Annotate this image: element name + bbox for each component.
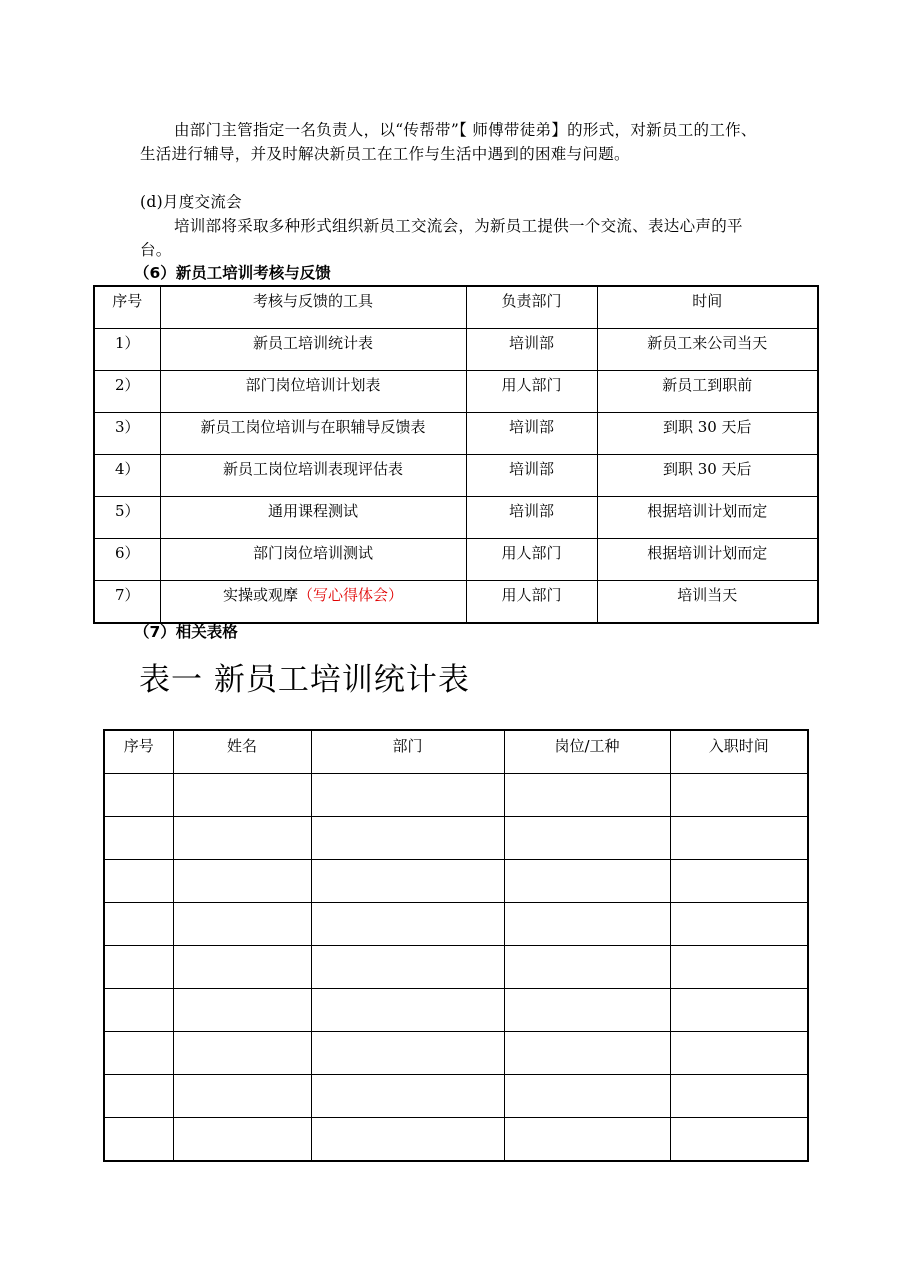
monthly-meeting-paragraph: 培训部将采取多种形式组织新员工交流会，为新员工提供一个交流、表达心声的平台。 <box>140 217 743 259</box>
tool-cell-text: 新员工岗位培训与在职辅导反馈表 <box>200 418 426 436</box>
table-row <box>104 946 808 989</box>
row-number-cell-text: 6） <box>114 544 140 562</box>
department-cell <box>466 581 597 624</box>
header-cell: 序号 <box>94 286 160 329</box>
row-number-cell-text: 7） <box>114 586 140 604</box>
empty-cell[interactable] <box>670 903 808 946</box>
time-cell-text: 到职 30 天后 <box>662 418 752 436</box>
empty-cell[interactable] <box>670 1118 808 1162</box>
time-cell-text: 到职 30 天后 <box>662 460 752 478</box>
empty-cell[interactable] <box>311 903 504 946</box>
table-row <box>94 371 818 413</box>
new-employee-statistics-table <box>103 729 809 1162</box>
empty-cell[interactable] <box>670 817 808 860</box>
row-number-cell-text: 5） <box>114 502 140 520</box>
empty-cell[interactable] <box>173 946 311 989</box>
empty-cell[interactable] <box>104 1032 173 1075</box>
row-number-cell <box>94 371 160 413</box>
empty-cell[interactable] <box>173 1032 311 1075</box>
header-cell: 考核与反馈的工具 <box>160 286 466 329</box>
row-number-cell <box>94 455 160 497</box>
empty-cell[interactable] <box>670 989 808 1032</box>
time-cell-text: 新员工到职前 <box>662 376 753 394</box>
row-number-cell-text: 1） <box>114 334 140 352</box>
header-cell: 时间 <box>597 286 818 329</box>
empty-cell[interactable] <box>311 774 504 817</box>
time-cell <box>597 455 818 497</box>
empty-cell[interactable] <box>173 989 311 1032</box>
row-number-cell <box>94 413 160 455</box>
time-cell <box>597 371 818 413</box>
empty-cell[interactable] <box>104 989 173 1032</box>
empty-cell[interactable] <box>173 774 311 817</box>
table-row <box>94 413 818 455</box>
empty-cell[interactable] <box>104 860 173 903</box>
table-row <box>104 1075 808 1118</box>
tool-note-text: （写心得体会） <box>298 586 404 604</box>
empty-cell[interactable] <box>670 860 808 903</box>
empty-cell[interactable] <box>173 1118 311 1162</box>
empty-cell[interactable] <box>504 1032 670 1075</box>
department-cell <box>466 497 597 539</box>
department-cell <box>466 455 597 497</box>
row-number-cell-text: 2） <box>114 376 140 394</box>
table-one-title: 表一 新员工培训统计表 <box>139 662 470 698</box>
row-number-cell-text: 4） <box>114 460 140 478</box>
department-cell <box>466 413 597 455</box>
table-row <box>94 539 818 581</box>
empty-cell[interactable] <box>504 903 670 946</box>
empty-cell[interactable] <box>670 1075 808 1118</box>
table-row <box>94 329 818 371</box>
tool-cell-text: 通用课程测试 <box>267 502 358 520</box>
statistics-table-body <box>104 774 808 1162</box>
header-cell: 部门 <box>311 730 504 774</box>
department-cell <box>466 371 597 413</box>
department-cell-text: 培训部 <box>508 418 554 436</box>
department-cell-text: 培训部 <box>508 334 554 352</box>
time-cell-text: 根据培训计划而定 <box>647 544 768 562</box>
department-cell-text: 用人部门 <box>501 544 562 562</box>
table-row <box>104 989 808 1032</box>
department-cell <box>466 539 597 581</box>
empty-cell[interactable] <box>311 1075 504 1118</box>
table-row <box>94 581 818 624</box>
section-7-title: （7）相关表格 <box>134 623 238 641</box>
tool-cell-text: 部门岗位培训测试 <box>252 544 373 562</box>
tool-cell-text: 新员工培训统计表 <box>252 334 373 352</box>
empty-cell[interactable] <box>173 817 311 860</box>
empty-cell[interactable] <box>670 774 808 817</box>
empty-cell[interactable] <box>504 989 670 1032</box>
time-cell <box>597 539 818 581</box>
header-cell: 姓名 <box>173 730 311 774</box>
table-row <box>94 455 818 497</box>
empty-cell[interactable] <box>504 817 670 860</box>
header-cell: 岗位/工种 <box>504 730 670 774</box>
empty-cell[interactable] <box>504 1075 670 1118</box>
row-number-cell-text: 3） <box>114 418 140 436</box>
department-cell <box>466 329 597 371</box>
time-cell <box>597 497 818 539</box>
row-number-cell <box>94 539 160 581</box>
empty-cell[interactable] <box>504 860 670 903</box>
tool-cell <box>160 581 466 624</box>
empty-cell[interactable] <box>504 774 670 817</box>
empty-cell[interactable] <box>311 817 504 860</box>
empty-cell[interactable] <box>104 1118 173 1162</box>
empty-cell[interactable] <box>311 946 504 989</box>
tool-cell-text: 新员工岗位培训表现评估表 <box>222 460 403 478</box>
time-cell <box>597 581 818 624</box>
assessment-feedback-table <box>93 285 819 624</box>
time-cell-text: 培训当天 <box>677 586 738 604</box>
empty-cell[interactable] <box>311 1118 504 1162</box>
empty-cell[interactable] <box>670 1032 808 1075</box>
table-header-row <box>104 730 808 774</box>
department-cell-text: 用人部门 <box>501 376 562 394</box>
department-cell-text: 用人部门 <box>501 586 562 604</box>
tool-cell-text: 实操或观摩 <box>222 586 298 604</box>
header-cell: 序号 <box>104 730 173 774</box>
tool-cell <box>160 455 466 497</box>
tool-cell <box>160 371 466 413</box>
department-cell-text: 培训部 <box>508 502 554 520</box>
table-row <box>104 860 808 903</box>
table-row <box>94 497 818 539</box>
empty-cell[interactable] <box>311 860 504 903</box>
empty-cell[interactable] <box>173 860 311 903</box>
tool-cell <box>160 329 466 371</box>
empty-cell[interactable] <box>104 903 173 946</box>
row-number-cell <box>94 329 160 371</box>
time-cell-text: 新员工来公司当天 <box>647 334 768 352</box>
empty-cell[interactable] <box>670 946 808 989</box>
header-cell: 负责部门 <box>466 286 597 329</box>
table-row <box>104 1118 808 1162</box>
tool-cell <box>160 539 466 581</box>
empty-cell[interactable] <box>173 903 311 946</box>
empty-cell[interactable] <box>104 817 173 860</box>
header-cell: 入职时间 <box>670 730 808 774</box>
table-row <box>104 1032 808 1075</box>
empty-cell[interactable] <box>104 946 173 989</box>
empty-cell[interactable] <box>311 1032 504 1075</box>
tool-cell-text: 部门岗位培训计划表 <box>245 376 381 394</box>
department-cell-text: 培训部 <box>508 460 554 478</box>
row-number-cell <box>94 581 160 624</box>
tool-cell <box>160 497 466 539</box>
table-row <box>104 774 808 817</box>
tool-cell <box>160 413 466 455</box>
table-row <box>104 817 808 860</box>
assessment-table-body <box>94 329 818 624</box>
time-cell <box>597 413 818 455</box>
time-cell-text: 根据培训计划而定 <box>647 502 768 520</box>
table-header-row <box>94 286 818 329</box>
table-row <box>104 903 808 946</box>
empty-cell[interactable] <box>504 946 670 989</box>
empty-cell[interactable] <box>311 989 504 1032</box>
time-cell <box>597 329 818 371</box>
section-6-title: （6）新员工培训考核与反馈 <box>134 264 331 282</box>
empty-cell[interactable] <box>173 1075 311 1118</box>
mentoring-paragraph: 由部门主管指定一名负责人，以“传帮带”【 师傅带徒弟】的形式，对新员工的工作、生活进行辅导，并及时解决新员工在工作与生活中遇到的困难与问题。 <box>140 121 757 163</box>
row-number-cell <box>94 497 160 539</box>
monthly-meeting-heading: (d)月度交流会 <box>140 193 242 211</box>
empty-cell[interactable] <box>104 1075 173 1118</box>
empty-cell[interactable] <box>504 1118 670 1162</box>
empty-cell[interactable] <box>104 774 173 817</box>
